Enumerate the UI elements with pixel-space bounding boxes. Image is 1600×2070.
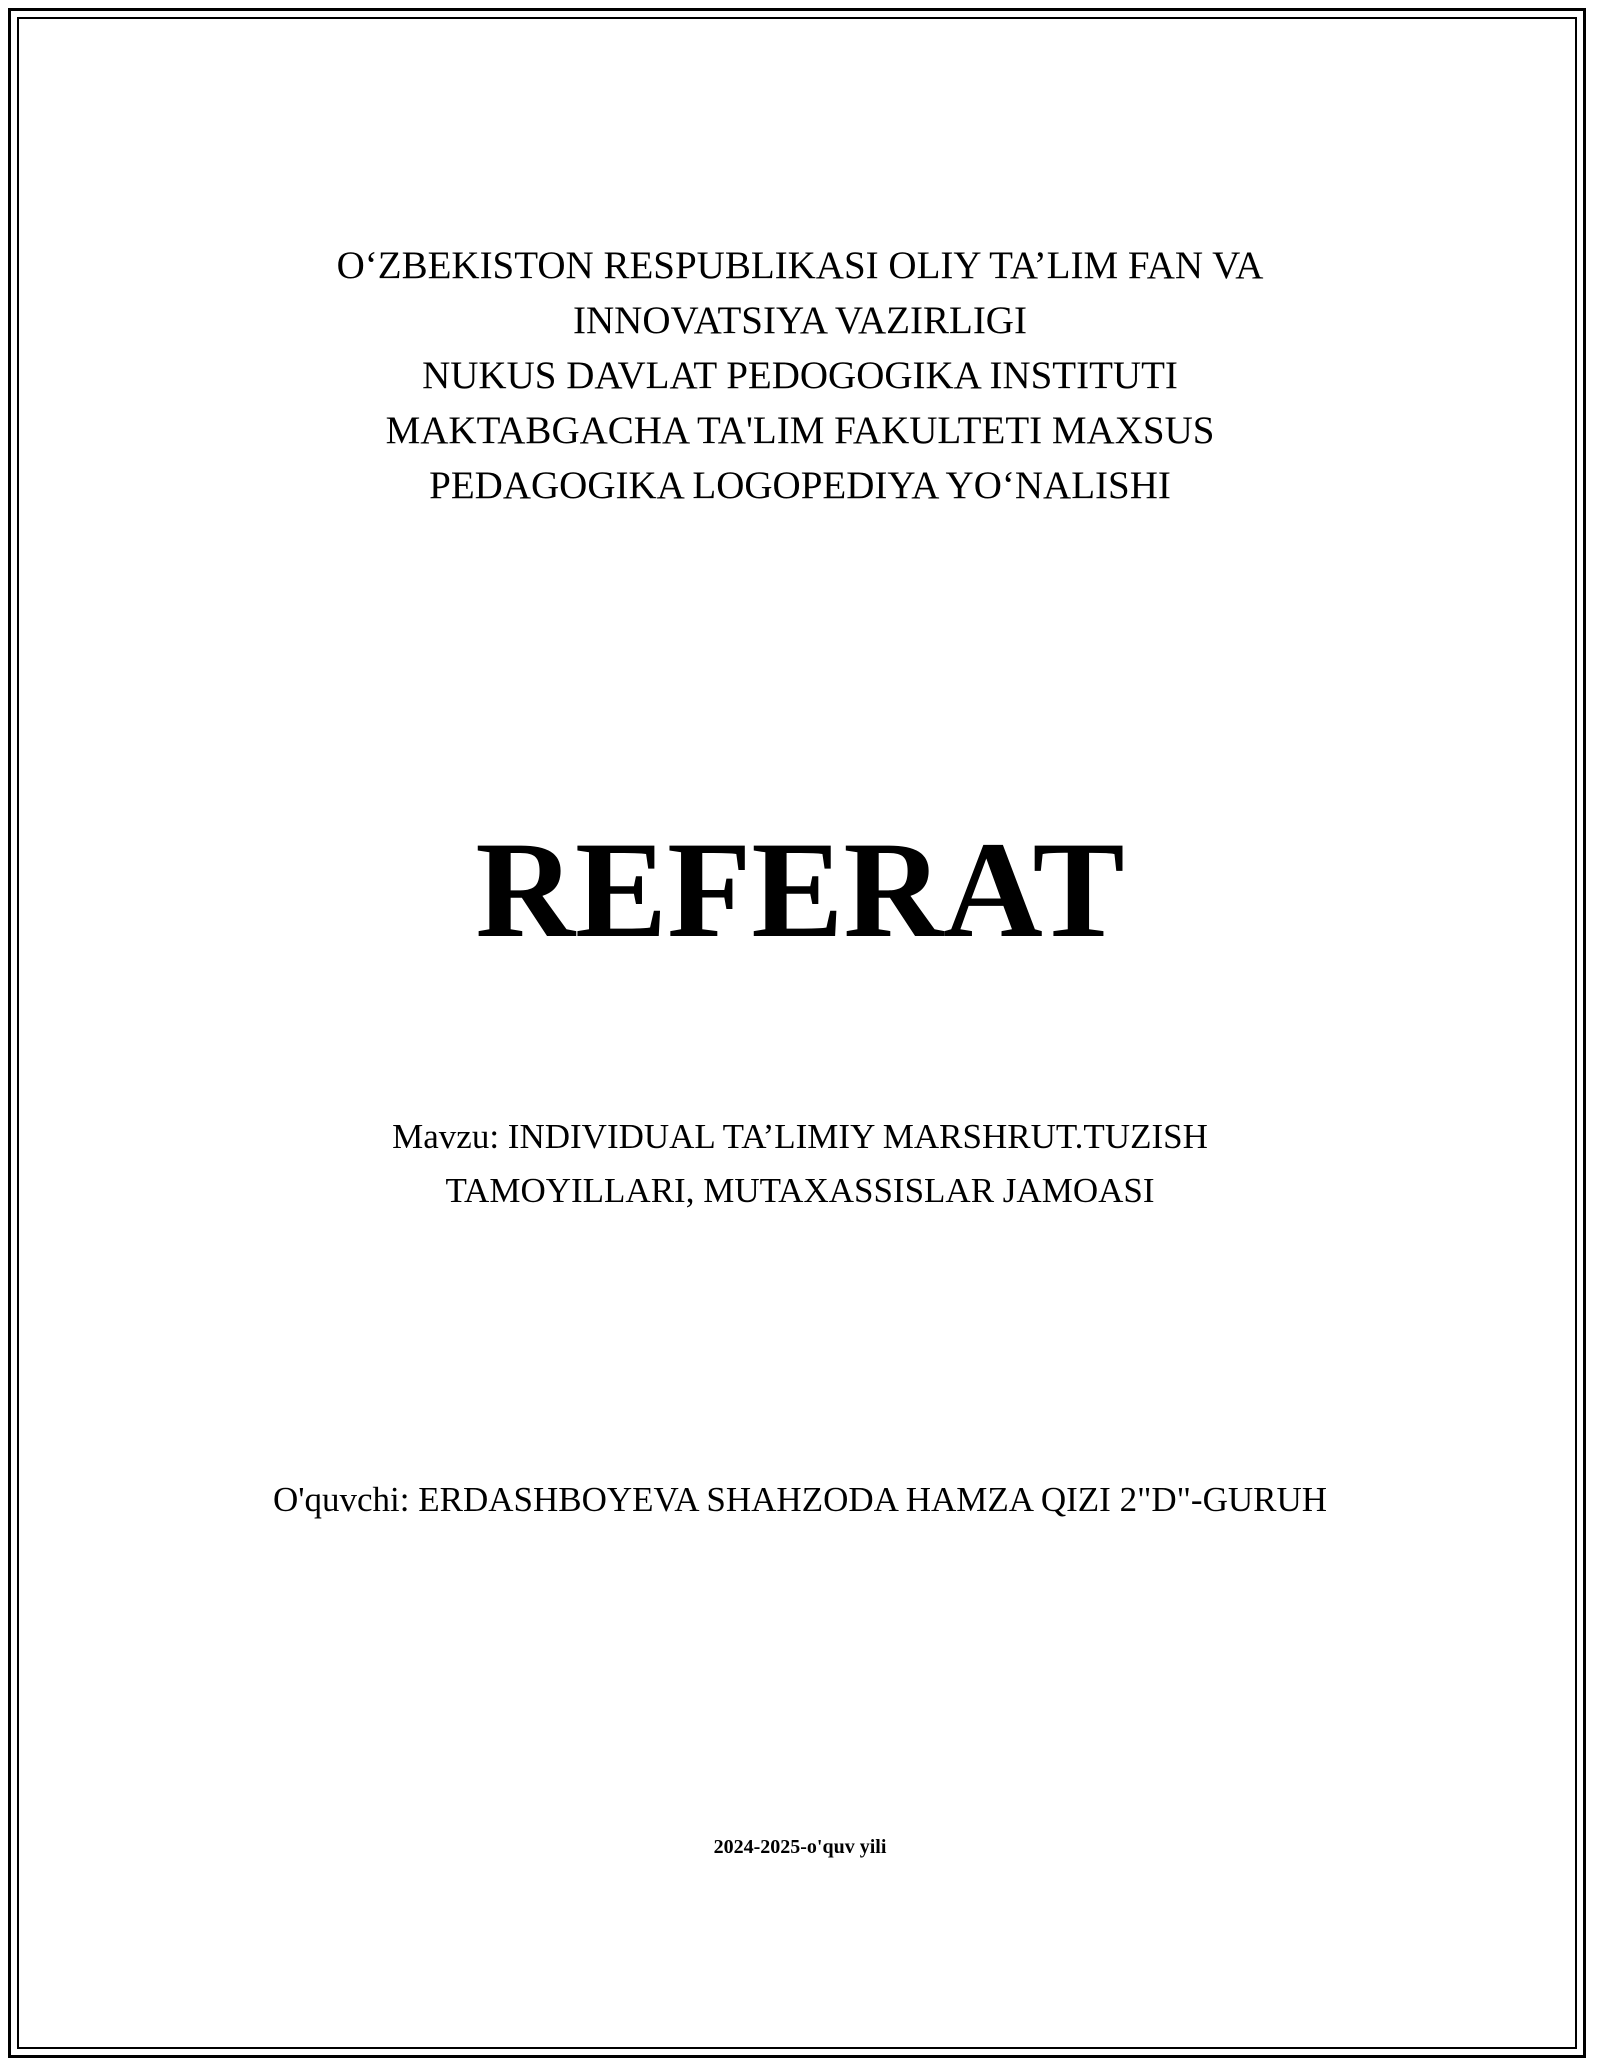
topic-line-2: TAMOYILLARI, MUTAXASSISLAR JAMOASI [445, 1171, 1155, 1210]
header-line-faculty: MAKTABGACHA TA'LIM FAKULTETI MAXSUS [385, 409, 1215, 452]
academic-year: 2024-2025-o'quv yili [713, 1836, 887, 1858]
header-line-institute: NUKUS DAVLAT PEDOGOGIKA INSTITUTI [422, 354, 1178, 397]
document-title: REFERAT [475, 813, 1125, 966]
institution-header [0, 238, 1600, 513]
topic-line-1: Mavzu: INDIVIDUAL TA’LIMIY MARSHRUT.TUZISH [392, 1117, 1208, 1156]
header-line-ministry-2: INNOVATSIYA VAZIRLIGI [573, 299, 1027, 342]
student-info: O'quvchi: ERDASHBOYEVA SHAHZODA HAMZA QIZI 2"D"-GURUH [272, 1480, 1328, 1519]
topic-block [0, 1110, 1600, 1218]
header-line-ministry-1: O‘ZBEKISTON RESPUBLIKASI OLIY TA’LIM FAN VA [336, 244, 1264, 287]
header-line-direction: PEDAGOGIKA LOGOPEDIYA YO‘NALISHI [429, 464, 1171, 507]
